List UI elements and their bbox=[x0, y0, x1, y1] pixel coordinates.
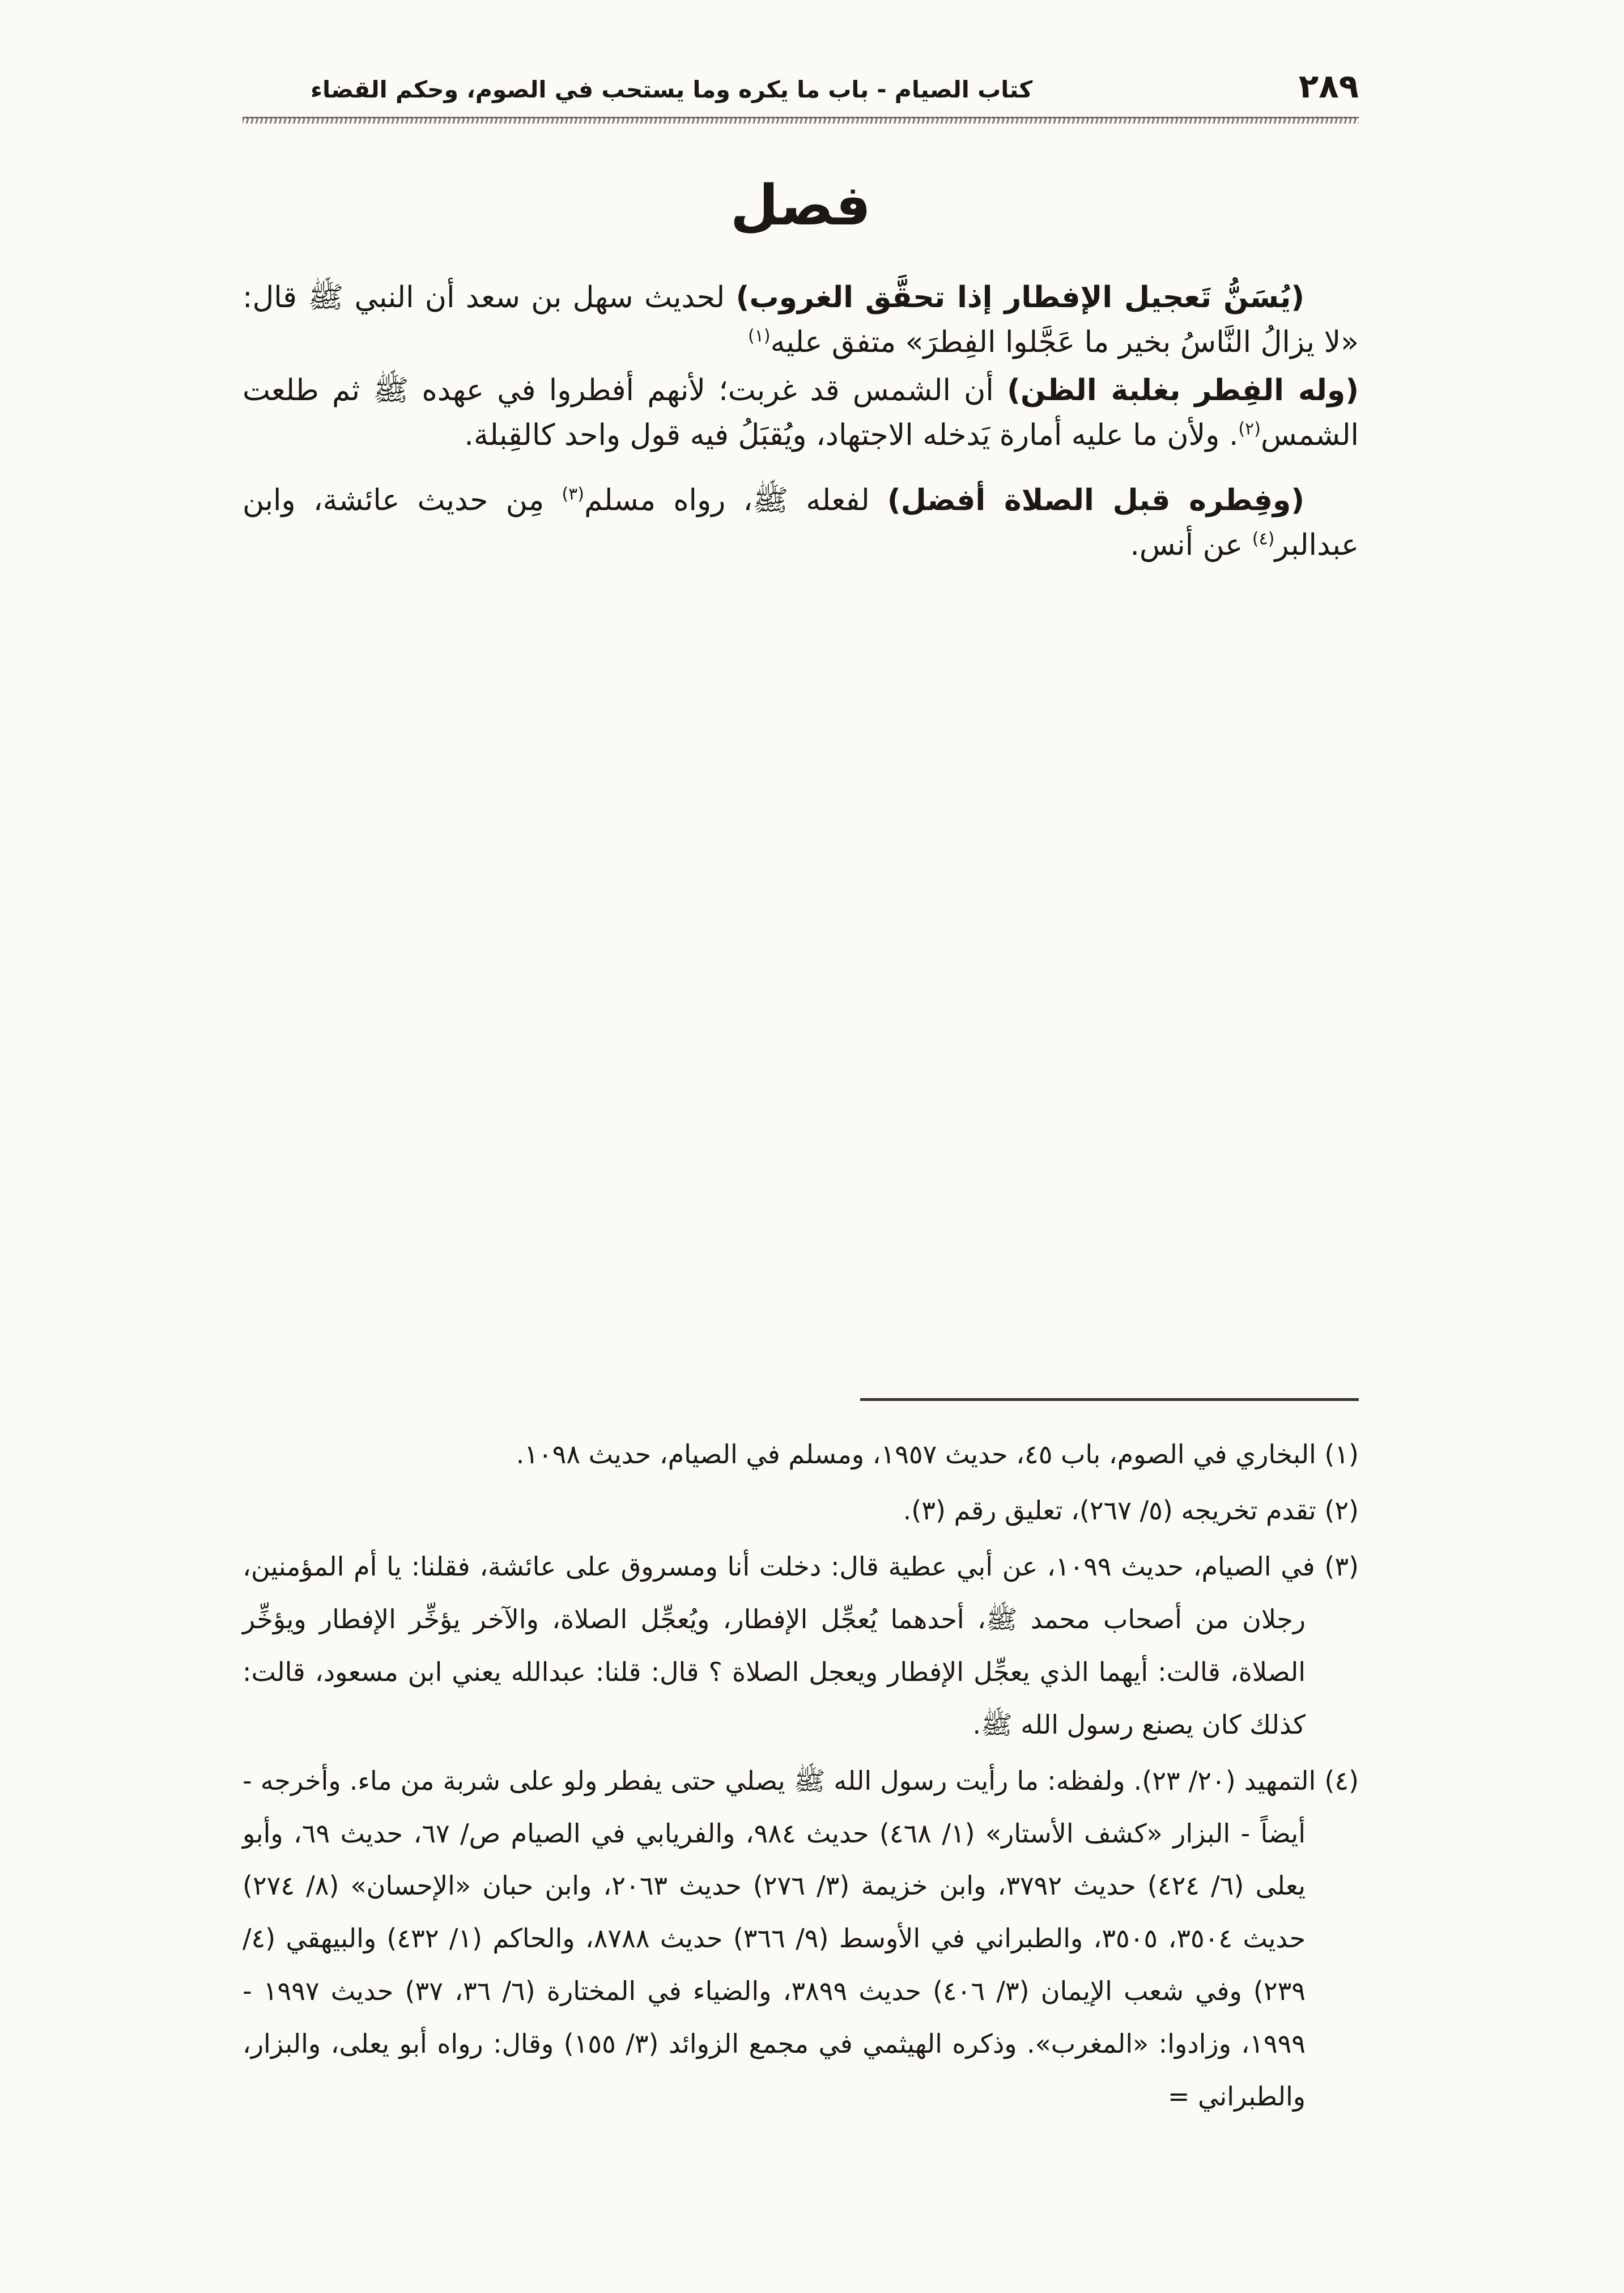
footnote-text-4: التمهيد (٢٠/ ٢٣). ولفظه: ما رأيت رسول الله ﷺ يصلي حتى يفطر ولو على شربة من ماء. وأخرجه - أيضاً - البزار «كشف الأستار» (١/ ٤٦٨) حديث ٩٨٤، والفريابي في الصيام ص/ ٦٧، حديث ٦٩، وأبو يعلى (٦/ ٤٢٤) حديث ٣٧٩٢، وابن خزيمة (٣/ ٢٧٦) حديث ٢٠٦٣، وابن حبان «الإحسان» (٨/ ٢٧٤) حديث ٣٥٠٤، ٣٥٠٥، والطبراني في الأوسط (٩/ ٣٦٦) حديث ٨٧٨٨، والحاكم (١/ ٤٣٢) والبيهقي (٤/ ٢٣٩) وفي شعب الإيمان (٣/ ٤٠٦) حديث ٣٨٩٩، والضياء في المختارة (٦/ ٣٦، ٣٧) حديث ١٩٩٧ - ١٩٩٩، وزادوا: «المغرب». وذكره الهيثمي في مجمع الزوائد (٣/ ١٥٥) وقال: رواه أبو يعلى، والبزار، والطبراني = bbox=[243, 1765, 1316, 2112]
body-text-1: لحديث سهل بن سعد أن النبي ﷺ قال: «لا يزالُ النَّاسُ بخير ما عَجَّلوا الفِطرَ» متفق عليه bbox=[243, 281, 1359, 360]
whitespace-spacer bbox=[243, 568, 1359, 1398]
running-head bbox=[243, 67, 1359, 105]
footnote-marker-2: (٢) bbox=[1324, 1495, 1359, 1526]
body-text-2b: . ولأن ما عليه أمارة يَدخله الاجتهاد، ويُقبَلُ فيه قول واحد كالقِبلة. bbox=[464, 418, 1239, 453]
footnote-text-3: في الصيام، حديث ١٠٩٩، عن أبي عطية قال: دخلت أنا ومسروق على عائشة، فقلنا: يا أم المؤمنين، رجلان من أصحاب محمد ﷺ، أحدهما يُعجِّل الإفطار، ويُعجِّل الصلاة، والآخر يؤخِّر الإفطار ويؤخِّر الصلاة، قالت: أيهما الذي يعجِّل الإفطار ويعجل الصلاة ؟ قال: قلنا: عبدالله يعني ابن مسعود، قالت: كذلك كان يصنع رسول الله ﷺ. bbox=[243, 1551, 1315, 1740]
footnote-marker-3: (٣) bbox=[1324, 1551, 1359, 1582]
section-title: فصل bbox=[730, 173, 871, 238]
matn-phrase-3: (وفِطره قبل الصلاة أفضل) bbox=[887, 483, 1304, 518]
chapter-header-title: كتاب الصيام - باب ما يكره وما يستحب في الصوم، وحكم القضاء bbox=[311, 76, 1033, 103]
paragraph-1 bbox=[243, 275, 1359, 365]
body-text-3a: لفعله ﷺ، رواه مسلم bbox=[584, 483, 887, 518]
footnote-ref-3: (٣) bbox=[562, 484, 584, 504]
footnote-item-4 bbox=[243, 1755, 1359, 2123]
footnote-marker-1: (١) bbox=[1324, 1439, 1359, 1470]
footnote-ref-2: (٢) bbox=[1238, 419, 1261, 439]
footnote-text-2: تقدم تخريجه (٥/ ٢٦٧)، تعليق رقم (٣). bbox=[903, 1495, 1316, 1526]
page-number: ٢٨٩ bbox=[1298, 67, 1359, 105]
footnote-item-1 bbox=[243, 1428, 1359, 1481]
footnote-item-3 bbox=[243, 1540, 1359, 1751]
main-text bbox=[243, 275, 1359, 568]
footnote-item-2 bbox=[243, 1484, 1359, 1537]
footnote-ref-4: (٤) bbox=[1252, 529, 1275, 549]
body-text-3b: مِن حديث عائشة، وابن عبدالبر bbox=[243, 483, 1359, 563]
matn-phrase-2: (وله الفِطر بغلبة الظن) bbox=[1007, 373, 1359, 408]
paragraph-2 bbox=[243, 368, 1359, 458]
body-text-3c: عن أنس. bbox=[1130, 528, 1252, 563]
footnote-text-1: البخاري في الصوم، باب ٤٥، حديث ١٩٥٧، ومسلم في الصيام، حديث ١٠٩٨. bbox=[516, 1439, 1316, 1470]
footnote-separator bbox=[860, 1398, 1359, 1401]
matn-phrase-1: (يُسَنُّ تَعجيل الإفطار إذا تحقَّق الغروب) bbox=[736, 281, 1304, 315]
footnote-marker-4: (٤) bbox=[1324, 1765, 1359, 1796]
footnotes-section bbox=[243, 1428, 1359, 2123]
body-text-2a: أن الشمس قد غربت؛ لأنهم أفطروا في عهده ﷺ ثم طلعت الشمس bbox=[243, 373, 1359, 453]
page-header bbox=[243, 67, 1359, 124]
paragraph-3 bbox=[243, 478, 1359, 568]
footnote-ref-1: (١) bbox=[748, 326, 771, 346]
header-rule bbox=[243, 117, 1359, 124]
